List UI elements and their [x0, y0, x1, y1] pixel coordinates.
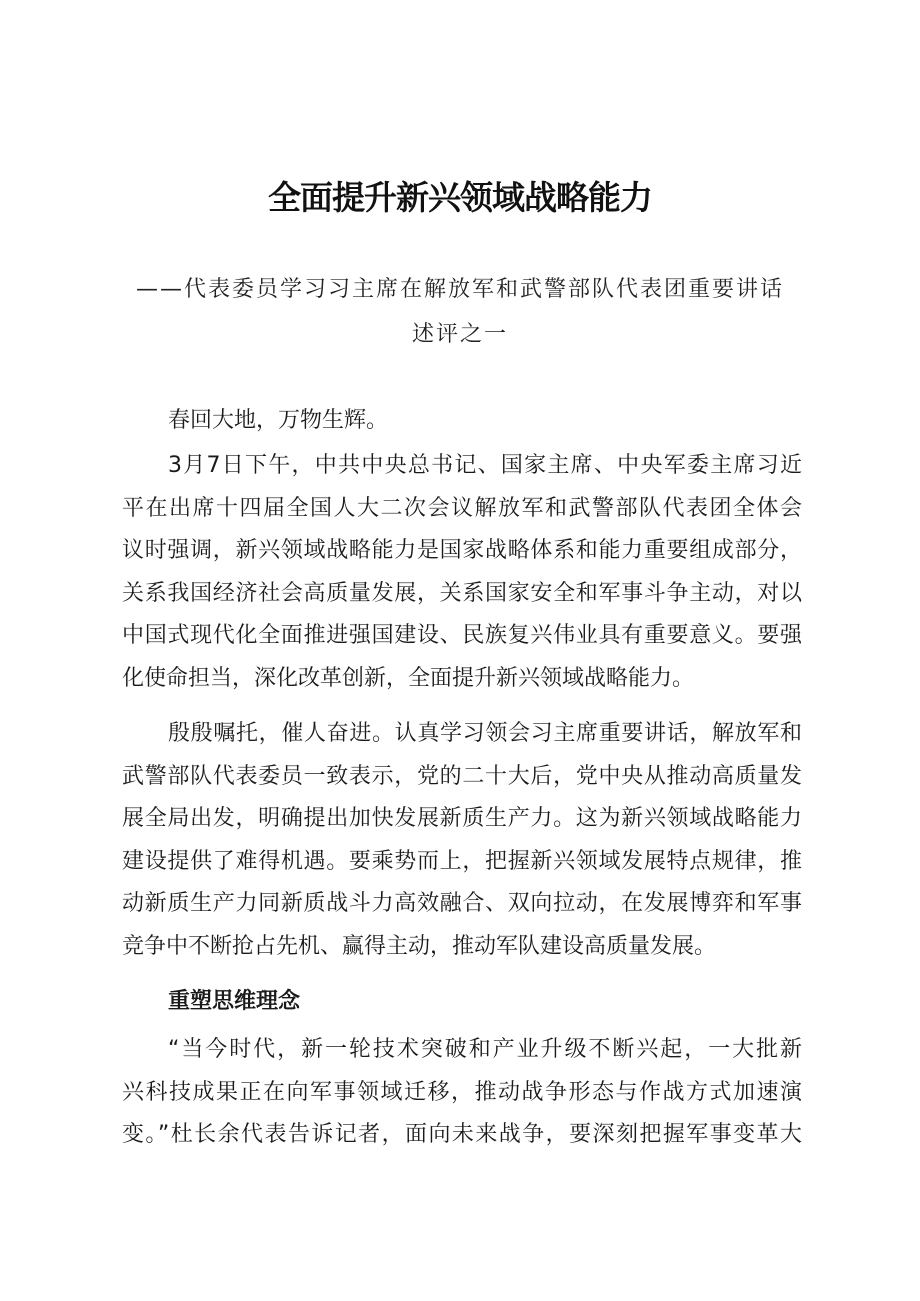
paragraph-line: “当今时代，新一轮技术突破和产业升级不断兴起，一大批新: [168, 1037, 802, 1062]
paragraph-line: 殷殷嘱托，催人奋进。认真学习领会习主席重要讲话，解放军和: [168, 721, 802, 746]
section-heading-block: [122, 981, 802, 1024]
paragraph-line: 关系我国经济社会高质量发展，关系国家安全和军事斗争主动，对以: [122, 580, 802, 606]
paragraph-line: 春回大地，万物生辉。: [168, 408, 389, 433]
paragraph-line: 3月7日下午，中共中央总书记、国家主席、中央军委主席习近: [168, 453, 802, 478]
paragraph-line: 中国式现代化全面推进强国建设、民族复兴伟业具有重要意义。要强: [122, 623, 802, 648]
paragraph-3: [122, 713, 802, 968]
document-subtitle-continued: 述评之一: [411, 322, 508, 347]
paragraph-line: 建设提供了难得机遇。要乘势而上，把握新兴领域发展特点规律，推: [122, 848, 802, 874]
paragraph-line: 化使命担当，深化改革创新，全面提升新兴领域战略能力。: [122, 665, 695, 691]
paragraph-line: 武警部队代表委员一致表示，党的二十大后，党中央从推动高质量发: [122, 763, 802, 789]
paragraph-line: 动新质生产力同新质战斗力高效融合、双向拉动，在发展博弈和军事: [122, 891, 802, 916]
paragraph-line: 展全局出发，明确提出加快发展新质生产力。这为新兴领域战略能力: [122, 806, 802, 831]
document-title: 全面提升新兴领域战略能力: [268, 178, 652, 217]
section-heading: 重塑思维理念: [168, 989, 301, 1014]
paragraph-line: 兴科技成果正在向军事领域迁移，推动战争形态与作战方式加速演: [122, 1079, 802, 1105]
document-subtitle: ——代表委员学习习主席在解放军和武警部队代表团重要讲话: [135, 277, 784, 302]
paragraph-2: [122, 445, 802, 700]
paragraph-line: 议时强调，新兴领域战略能力是国家战略体系和能力重要组成部分，: [122, 538, 802, 563]
paragraph-1: [122, 400, 802, 443]
paragraph-line: 变。”杜长余代表告诉记者，面向未来战争，要深刻把握军事变革大: [122, 1122, 802, 1147]
paragraph-line: 竞争中不断抢占先机、赢得主动，推动军队建设高质量发展。: [122, 933, 717, 959]
section-paragraph: [122, 1029, 802, 1157]
paragraph-line: 平在出席十四届全国人大二次会议解放军和武警部队代表团全体会: [122, 495, 802, 521]
